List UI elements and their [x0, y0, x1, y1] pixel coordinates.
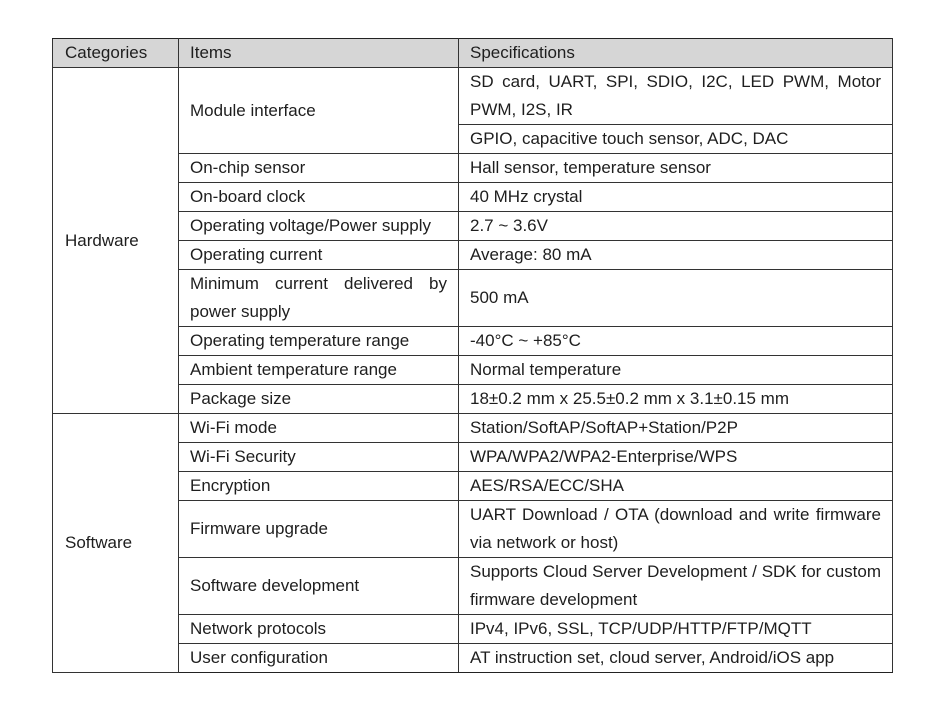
item-cell: Package size [179, 385, 459, 414]
specification-cell: Supports Cloud Server Development / SDK for custom firmware development [459, 558, 893, 615]
header-items: Items [179, 39, 459, 68]
table-row [53, 270, 893, 327]
table-row [53, 356, 893, 385]
item-cell: Network protocols [179, 615, 459, 644]
specification-cell: 40 MHz crystal [459, 183, 893, 212]
item-cell: Operating voltage/Power supply [179, 212, 459, 241]
specification-cell: 2.7 ~ 3.6V [459, 212, 893, 241]
item-cell: Wi-Fi mode [179, 414, 459, 443]
specification-cell: Normal temperature [459, 356, 893, 385]
item-cell: Firmware upgrade [179, 501, 459, 558]
table-row [53, 212, 893, 241]
item-cell: Wi-Fi Security [179, 443, 459, 472]
header-categories: Categories [53, 39, 179, 68]
table-row [53, 241, 893, 270]
specification-cell: 18±0.2 mm x 25.5±0.2 mm x 3.1±0.15 mm [459, 385, 893, 414]
specification-cell: Average: 80 mA [459, 241, 893, 270]
category-software: Software [53, 414, 179, 673]
table-row [53, 385, 893, 414]
header-specifications: Specifications [459, 39, 893, 68]
item-cell: Ambient temperature range [179, 356, 459, 385]
specification-cell: UART Download / OTA (download and write firmware via network or host) [459, 501, 893, 558]
specification-cell: GPIO, capacitive touch sensor, ADC, DAC [459, 125, 893, 154]
specifications-table [52, 38, 893, 673]
specification-cell: -40°C ~ +85°C [459, 327, 893, 356]
item-cell: Operating current [179, 241, 459, 270]
specification-cell: AT instruction set, cloud server, Android/iOS app [459, 644, 893, 673]
item-cell: Software development [179, 558, 459, 615]
table-row [53, 414, 893, 443]
table-row [53, 68, 893, 125]
table-header-row [53, 39, 893, 68]
table-row [53, 443, 893, 472]
item-cell: On-chip sensor [179, 154, 459, 183]
table-body [53, 68, 893, 673]
specification-cell: 500 mA [459, 270, 893, 327]
specification-cell: Hall sensor, temperature sensor [459, 154, 893, 183]
specification-cell: WPA/WPA2/WPA2-Enterprise/WPS [459, 443, 893, 472]
item-cell: Module interface [179, 68, 459, 154]
specification-cell: AES/RSA/ECC/SHA [459, 472, 893, 501]
table-row [53, 644, 893, 673]
table-row [53, 183, 893, 212]
item-cell: User configuration [179, 644, 459, 673]
item-cell: Operating temperature range [179, 327, 459, 356]
category-hardware: Hardware [53, 68, 179, 414]
item-cell: On-board clock [179, 183, 459, 212]
table-row [53, 472, 893, 501]
table-row [53, 615, 893, 644]
table-row [53, 558, 893, 615]
specification-cell: SD card, UART, SPI, SDIO, I2C, LED PWM, Motor PWM, I2S, IR [459, 68, 893, 125]
specification-cell: IPv4, IPv6, SSL, TCP/UDP/HTTP/FTP/MQTT [459, 615, 893, 644]
table-row [53, 327, 893, 356]
table-row [53, 154, 893, 183]
item-cell: Minimum current delivered by power supply [179, 270, 459, 327]
item-cell: Encryption [179, 472, 459, 501]
table-row [53, 501, 893, 558]
specification-cell: Station/SoftAP/SoftAP+Station/P2P [459, 414, 893, 443]
